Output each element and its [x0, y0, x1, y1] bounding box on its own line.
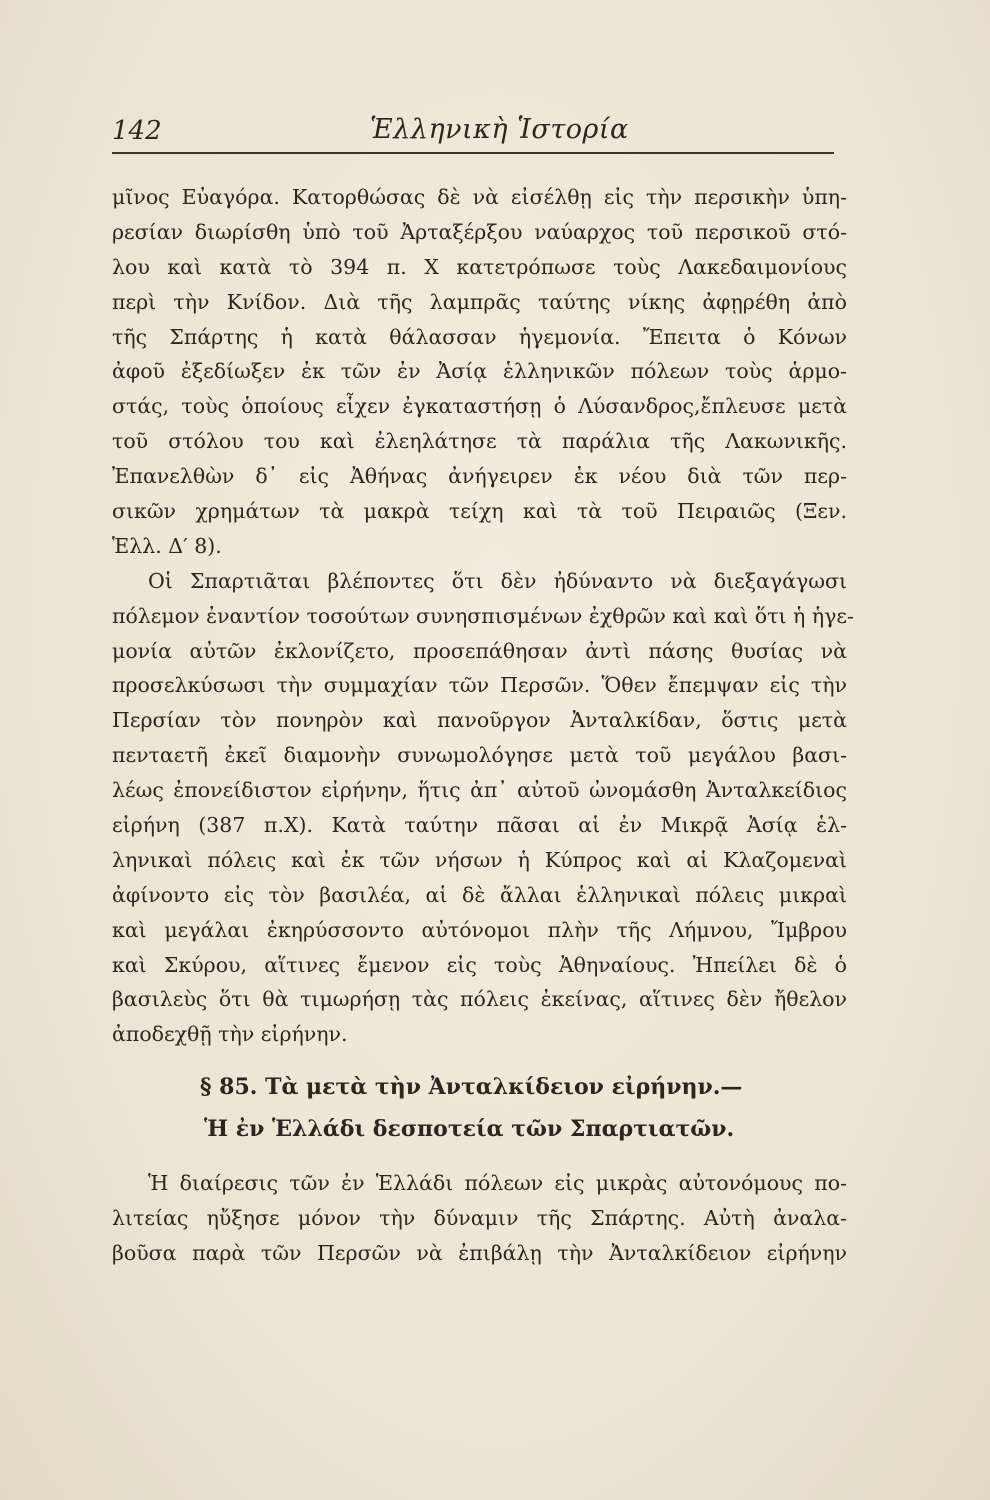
text-line: πενταετῆ ἐκεῖ διαμονὴν συνωμολόγησε μετὰ τοῦ μεγάλου βασι- — [112, 743, 847, 768]
section-heading — [112, 1066, 847, 1150]
text-line: ἀποδεχθῇ τὴν εἰρήνην. — [112, 1022, 348, 1047]
text-line: ληνικαὶ πόλεις καὶ ἐκ τῶν νήσων ἡ Κύπρος καὶ αἱ Κλαζομεναὶ — [112, 847, 847, 872]
paragraph-3 — [112, 1166, 847, 1271]
text-line: λιτείας ηὔξησε μόνον τὴν δύναμιν τῆς Σπάρτης. Αὐτὴ ἀναλα- — [112, 1206, 847, 1231]
text-line: τῆς Σπάρτης ἡ κατὰ θάλασσαν ἡγεμονία. Ἔπειτα ὁ Κόνων — [112, 324, 847, 349]
text-line: Ἐπανελθὼν δ᾽ εἰς Ἀθήνας ἀνήγειρεν ἐκ νέου διὰ τῶν περ- — [112, 464, 847, 489]
body-text — [112, 180, 854, 1271]
text-line: εἰρήνη (387 π.Χ). Κατὰ ταύτην πᾶσαι αἱ ἐν Μικρᾷ Ἀσίᾳ ἑλ- — [112, 813, 847, 838]
text-line: Ἡ διαίρεσις τῶν ἐν Ἑλλάδι πόλεων εἰς μικρὰς αὐτονόμους πο- — [148, 1171, 847, 1196]
text-line: βοῦσα παρὰ τῶν Περσῶν νὰ ἐπιβάλῃ τὴν Ἀνταλκίδειον εἰρήνην — [112, 1241, 847, 1266]
text-line: περὶ τὴν Κνίδον. Διὰ τῆς λαμπρᾶς ταύτης νίκης ἀφῃρέθη ἀπὸ — [112, 289, 847, 314]
text-line: σικῶν χρημάτων τὰ μακρὰ τείχη καὶ τὰ τοῦ Πειραιῶς (Ξεν. — [112, 499, 847, 524]
text-line: βασιλεὺς ὅτι θὰ τιμωρήσῃ τὰς πόλεις ἐκείνας, αἵτινες δὲν ἤθελον — [112, 987, 847, 1012]
text-line: ἀφοῦ ἐξεδίωξεν ἐκ τῶν ἐν Ἀσίᾳ ἑλληνικῶν πόλεων τοὺς ἁρμο- — [112, 359, 847, 384]
page-number: 142 — [112, 116, 162, 146]
running-title: Ἑλληνικὴ Ἱστορία — [370, 114, 629, 145]
text-line: πόλεμον ἐναντίον τοσούτων συνησπισμένων ἐχθρῶν καὶ καὶ ὅτι ἡ ἡγε- — [112, 603, 854, 628]
text-line: Οἱ Σπαρτιᾶται βλέποντες ὅτι δὲν ἠδύναντο νὰ διεξαγάγωσι — [148, 568, 847, 593]
text-line: στάς, τοὺς ὁποίους εἶχεν ἐγκαταστήσῃ ὁ Λύσανδρος,ἔπλευσε μετὰ — [112, 394, 847, 419]
text-line: τοῦ στόλου του καὶ ἐλεηλάτησε τὰ παράλια τῆς Λακωνικῆς. — [112, 429, 847, 454]
text-line: ἀφίνοντο εἰς τὸν βασιλέα, αἱ δὲ ἄλλαι ἑλληνικαὶ πόλεις μικραὶ — [112, 882, 847, 907]
text-line: λου καὶ κατὰ τὸ 394 π. Χ κατετρόπωσε τοὺς Λακεδαιμονίους — [112, 254, 847, 279]
text-line: καὶ Σκύρου, αἵτινες ἔμενον εἰς τοὺς Ἀθηναίους. Ἠπείλει δὲ ὁ — [112, 952, 847, 977]
text-line: προσελκύσωσι τὴν συμμαχίαν τῶν Περσῶν. Ὅθεν ἔπεμψαν εἰς τὴν — [112, 673, 847, 698]
paragraph-1 — [112, 180, 847, 564]
text-line: Ἑλλ. Δ′ 8). — [112, 533, 222, 558]
text-line: Περσίαν τὸν πονηρὸν καὶ πανοῦργον Ἀνταλκίδαν, ὅστις μετὰ — [112, 708, 847, 733]
text-line: μονία αὐτῶν ἐκλονίζετο, προσεπάθησαν ἀντὶ πάσης θυσίας νὰ — [112, 638, 847, 663]
text-line: καὶ μεγάλαι ἐκηρύσσοντο αὐτόνομοι πλὴν τῆς Λήμνου, Ἴμβρου — [112, 917, 847, 942]
paragraph-2 — [112, 564, 854, 1052]
section-heading-line-1: § 85. Τὰ μετὰ τὴν Ἀνταλκίδειον εἰρήνην.— — [200, 1074, 743, 1101]
section-heading-line-2: Ἡ ἐν Ἑλλάδι δεσποτεία τῶν Σπαρτιατῶν. — [204, 1116, 735, 1143]
text-line: λέως ἐπονείδιστον εἰρήνην, ἥτις ἀπ᾽ αὐτοῦ ὠνομάσθη Ἀνταλκείδιος — [112, 778, 847, 803]
text-line: ρεσίαν διωρίσθη ὑπὸ τοῦ Ἀρταξέρξου ναύαρχος τοῦ περσικοῦ στό- — [112, 219, 847, 244]
text-line: μῖνος Εὐαγόρα. Κατορθώσας δὲ νὰ εἰσέλθῃ εἰς τὴν περσικὴν ὑπη- — [112, 185, 847, 209]
page-header — [112, 112, 834, 154]
